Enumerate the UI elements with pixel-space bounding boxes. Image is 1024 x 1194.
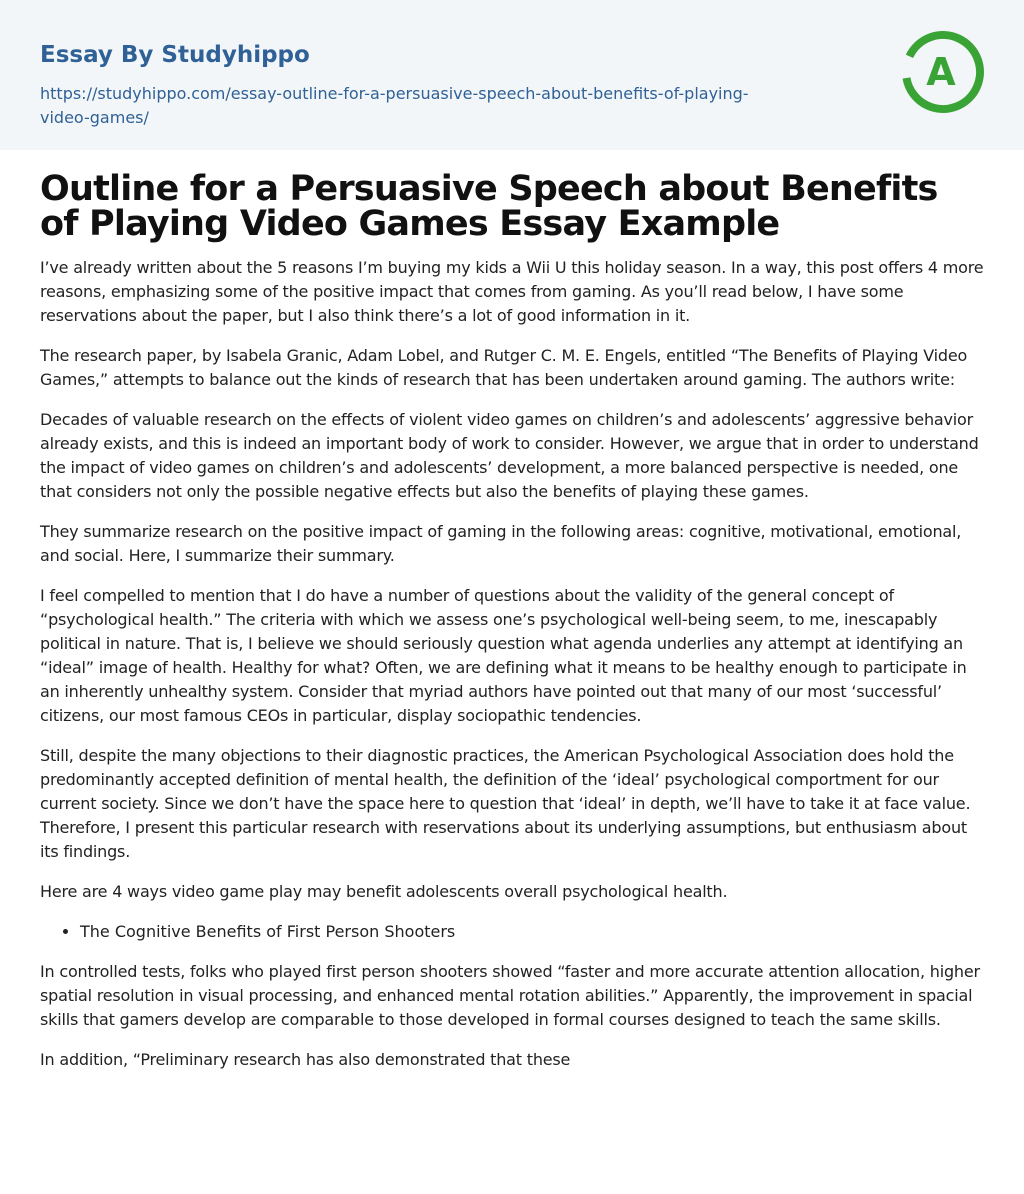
paragraph-preliminary-research: In addition, “Preliminary research has also demonstrated that these	[40, 1050, 571, 1069]
paragraph-intro: I’ve already written about the 5 reasons I’m buying my kids a Wii U this holiday season. In a way, this post offers 4 more reasons, emphasizing some of the positive impact that comes from gaming. As you’ll read below, I have some reservations about the paper, but I also think there’s a lot of good information in it.	[40, 258, 984, 325]
article	[0, 169, 1024, 1072]
paragraph-quote: Decades of valuable research on the effects of violent video games on children’s and adolescents’ aggressive behavior already exists, and this is indeed an important body of work to consider. However, we argue that in order to understand the impact of video games on children’s and adolescents’ development, a more balanced perspective is needed, one that considers not only the possible negative effects but also the benefits of playing these games.	[40, 410, 979, 501]
article-title: Outline for a Persuasive Speech about Benefits of Playing Video Games Essay Example	[40, 169, 938, 244]
logo-letter: A	[926, 50, 956, 94]
site-brand[interactable]: Essay By Studyhippo	[40, 42, 310, 68]
site-header	[0, 0, 1024, 150]
paragraph-psychological-health: I feel compelled to mention that I do have a number of questions about the validity of the general concept of “psychological health.” The criteria with which we assess one’s psychological well-being seem, to me, inescapably political in nature. That is, I believe we should seriously question what agenda underlies any attempt at identifying an “ideal” image of health. Healthy for what? Often, we are defining what it means to be healthy enough to participate in an inherently unhealthy system. Consider that myriad authors have pointed out that many of our most ‘successful’ citizens, our most famous CEOs in particular, display sociopathic tendencies.	[40, 586, 967, 725]
studyhippo-logo-icon[interactable]	[900, 29, 986, 115]
paragraph-summary: They summarize research on the positive impact of gaming in the following areas: cognitive, motivational, emotional, and social. Here, I summarize their summary.	[40, 522, 962, 565]
paragraph-controlled-tests: In controlled tests, folks who played first person shooters showed “faster and more accurate attention allocation, higher spatial resolution in visual processing, and enhanced mental rotation abilities.” Apparently, the improvement in spacial skills that gamers develop are comparable to those developed in formal courses designed to teach the same skills.	[40, 962, 980, 1029]
paragraph-apa: Still, despite the many objections to their diagnostic practices, the American Psychological Association does hold the predominantly accepted definition of mental health, the definition of the ‘ideal’ psychological comportment for our current society. Since we don’t have the space here to question that ‘ideal’ in depth, we’ll have to take it at face value. Therefore, I present this particular research with reservations about its underlying assumptions, but enthusiasm about its findings.	[40, 746, 971, 861]
list-item: • The Cognitive Benefits of First Person Shooters	[80, 920, 984, 944]
paragraph-research-paper: The research paper, by Isabela Granic, Adam Lobel, and Rutger C. M. E. Engels, entitled “The Benefits of Playing Video Games,” attempts to balance out the kinds of research that has been undertaken around gaming. The authors write:	[40, 346, 968, 389]
paragraph-four-ways: Here are 4 ways video game play may benefit adolescents overall psychological health.	[40, 882, 728, 901]
essay-url-link[interactable]: https://studyhippo.com/essay-outline-for-a-persuasive-speech-about-benefits-of-playing-video-games/	[40, 84, 749, 127]
benefits-list	[40, 920, 984, 944]
